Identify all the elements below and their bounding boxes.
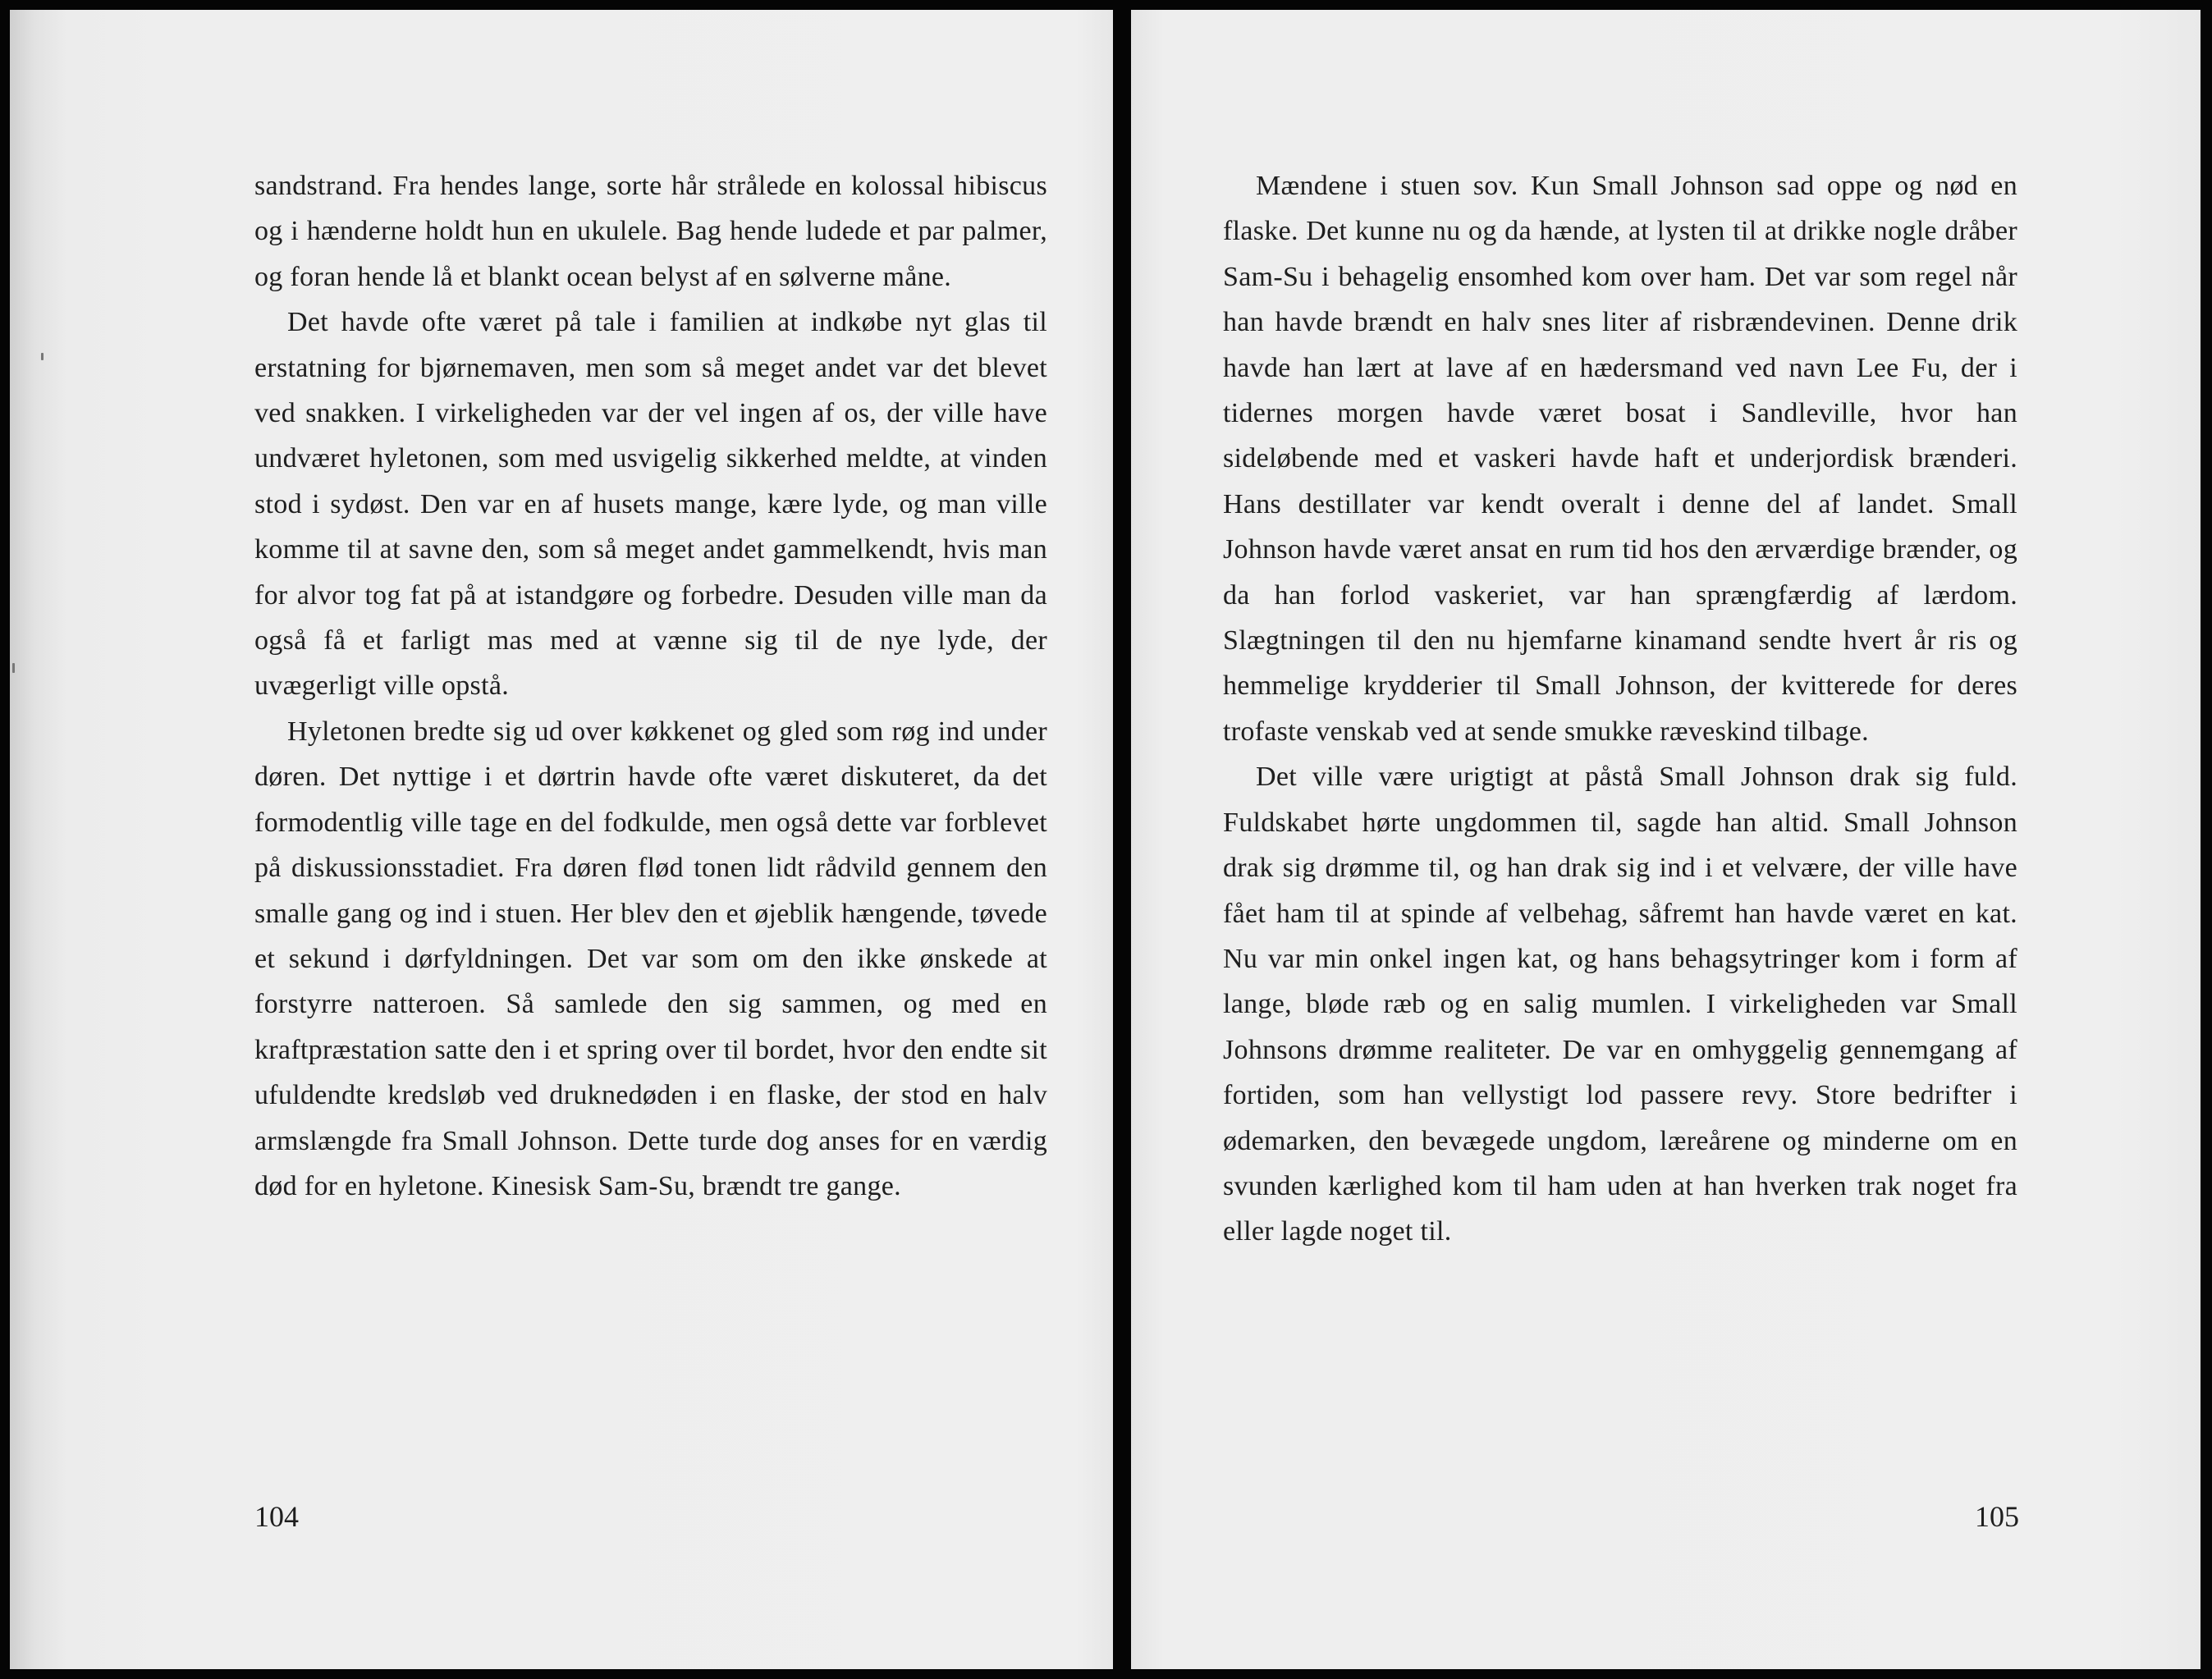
paper-speck [41, 353, 44, 360]
page-number: 104 [254, 1500, 299, 1533]
right-page-body [1223, 163, 2017, 1255]
paragraph: Hyletonen bredte sig ud over køkkenet og gled som røg ind under døren. Det nyttige i et dørtrin havde ofte været diskuteret, da det formodentlig ville tage en del fodkulde, men også dette var forblevet på diskussionsstadiet. Fra døren flød tonen lidt rådvild gennem den smalle gang og ind i stuen. Her blev den et øjeblik hængende, tøvede et sekund i dørfyldningen. Det var som om den ikke ønskede at forstyrre natteroen. Så samlede den sig sammen, og med en kraftpræstation satte den i et spring over til bordet, hvor den endte sit ufuldendte kredsløb ved druknedøden i en flaske, der stod en halv armslængde fra Small Johnson. Dette turde dog anses for en værdig død for en hyletone. Kinesisk Sam-Su, brændt tre gange. [254, 716, 1047, 1201]
paragraph: Det havde ofte været på tale i familien at indkøbe nyt glas til erstatning for bjørnemaven, men som så meget andet var det blevet ved snakken. I virkeligheden var der vel ingen af os, der ville have undværet hyletonen, som med usvigelig sikkerhed meldte, at vinden stod i sydøst. Den var en af husets mange, kære lyde, og man ville komme til at savne den, som så meget andet gammelkendt, hvis man for alvor tog fat på at istandgøre og forbedre. Desuden ville man da også få et farligt mas med at vænne sig til de nye lyde, der uvægerligt ville opstå. [254, 307, 1047, 702]
left-page-body [254, 163, 1047, 1209]
paper-speck [12, 663, 15, 673]
left-page [10, 10, 1113, 1669]
right-page [1131, 10, 2201, 1669]
page-number: 105 [1975, 1500, 2019, 1533]
paragraph: sandstrand. Fra hendes lange, sorte hår strålede en kolossal hibiscus og i hænderne holdt hun en ukulele. Bag hende ludede et par palmer, og foran hende lå et blankt ocean belyst af en sølverne måne. [254, 171, 1047, 292]
paragraph: Mændene i stuen sov. Kun Small Johnson sad oppe og nød en flaske. Det kunne nu og da hænde, at lysten til at drikke nogle dråber Sam-Su i behagelig ensomhed kom over ham. Det var som regel når han havde brændt en halv snes liter af risbrændevinen. Denne drik havde han lært at lave af en hædersmand ved navn Lee Fu, der i tidernes morgen havde været bosat i Sandleville, hvor han sideløbende med et vaskeri havde haft et underjordisk brænderi. Hans destillater var kendt overalt i denne del af landet. Small Johnson havde været ansat en rum tid hos den ærværdige brænder, og da han forlod vaskeriet, var han sprængfærdig af lærdom. Slægtningen til den nu hjemfarne kinamand sendte hvert år ris og hemmelige krydderier til Small Johnson, der kvitterede for deres trofaste venskab ved at sende smukke ræveskind tilbage. [1223, 171, 2017, 747]
paragraph: Det ville være urigtigt at påstå Small Johnson drak sig fuld. Fuldskabet hørte ungdommen til, sagde han altid. Small Johnson drak sig drømme til, og han drak sig ind i et velvære, der ville have fået ham til at spinde af velbehag, såfremt han havde været en kat. Nu var min onkel ingen kat, og hans behagsytringer kom i form af lange, bløde ræb og en salig mumlen. I virkeligheden var Small Johnsons drømme realiteter. De var en omhyggelig gennemgang af fortiden, som han vellystigt lod passere revy. Store bedrifter i ødemarken, den bevægede ungdom, læreårene og minderne om en svunden kærlighed kom til ham uden at han hverken trak noget fra eller lagde noget til. [1223, 762, 2017, 1247]
